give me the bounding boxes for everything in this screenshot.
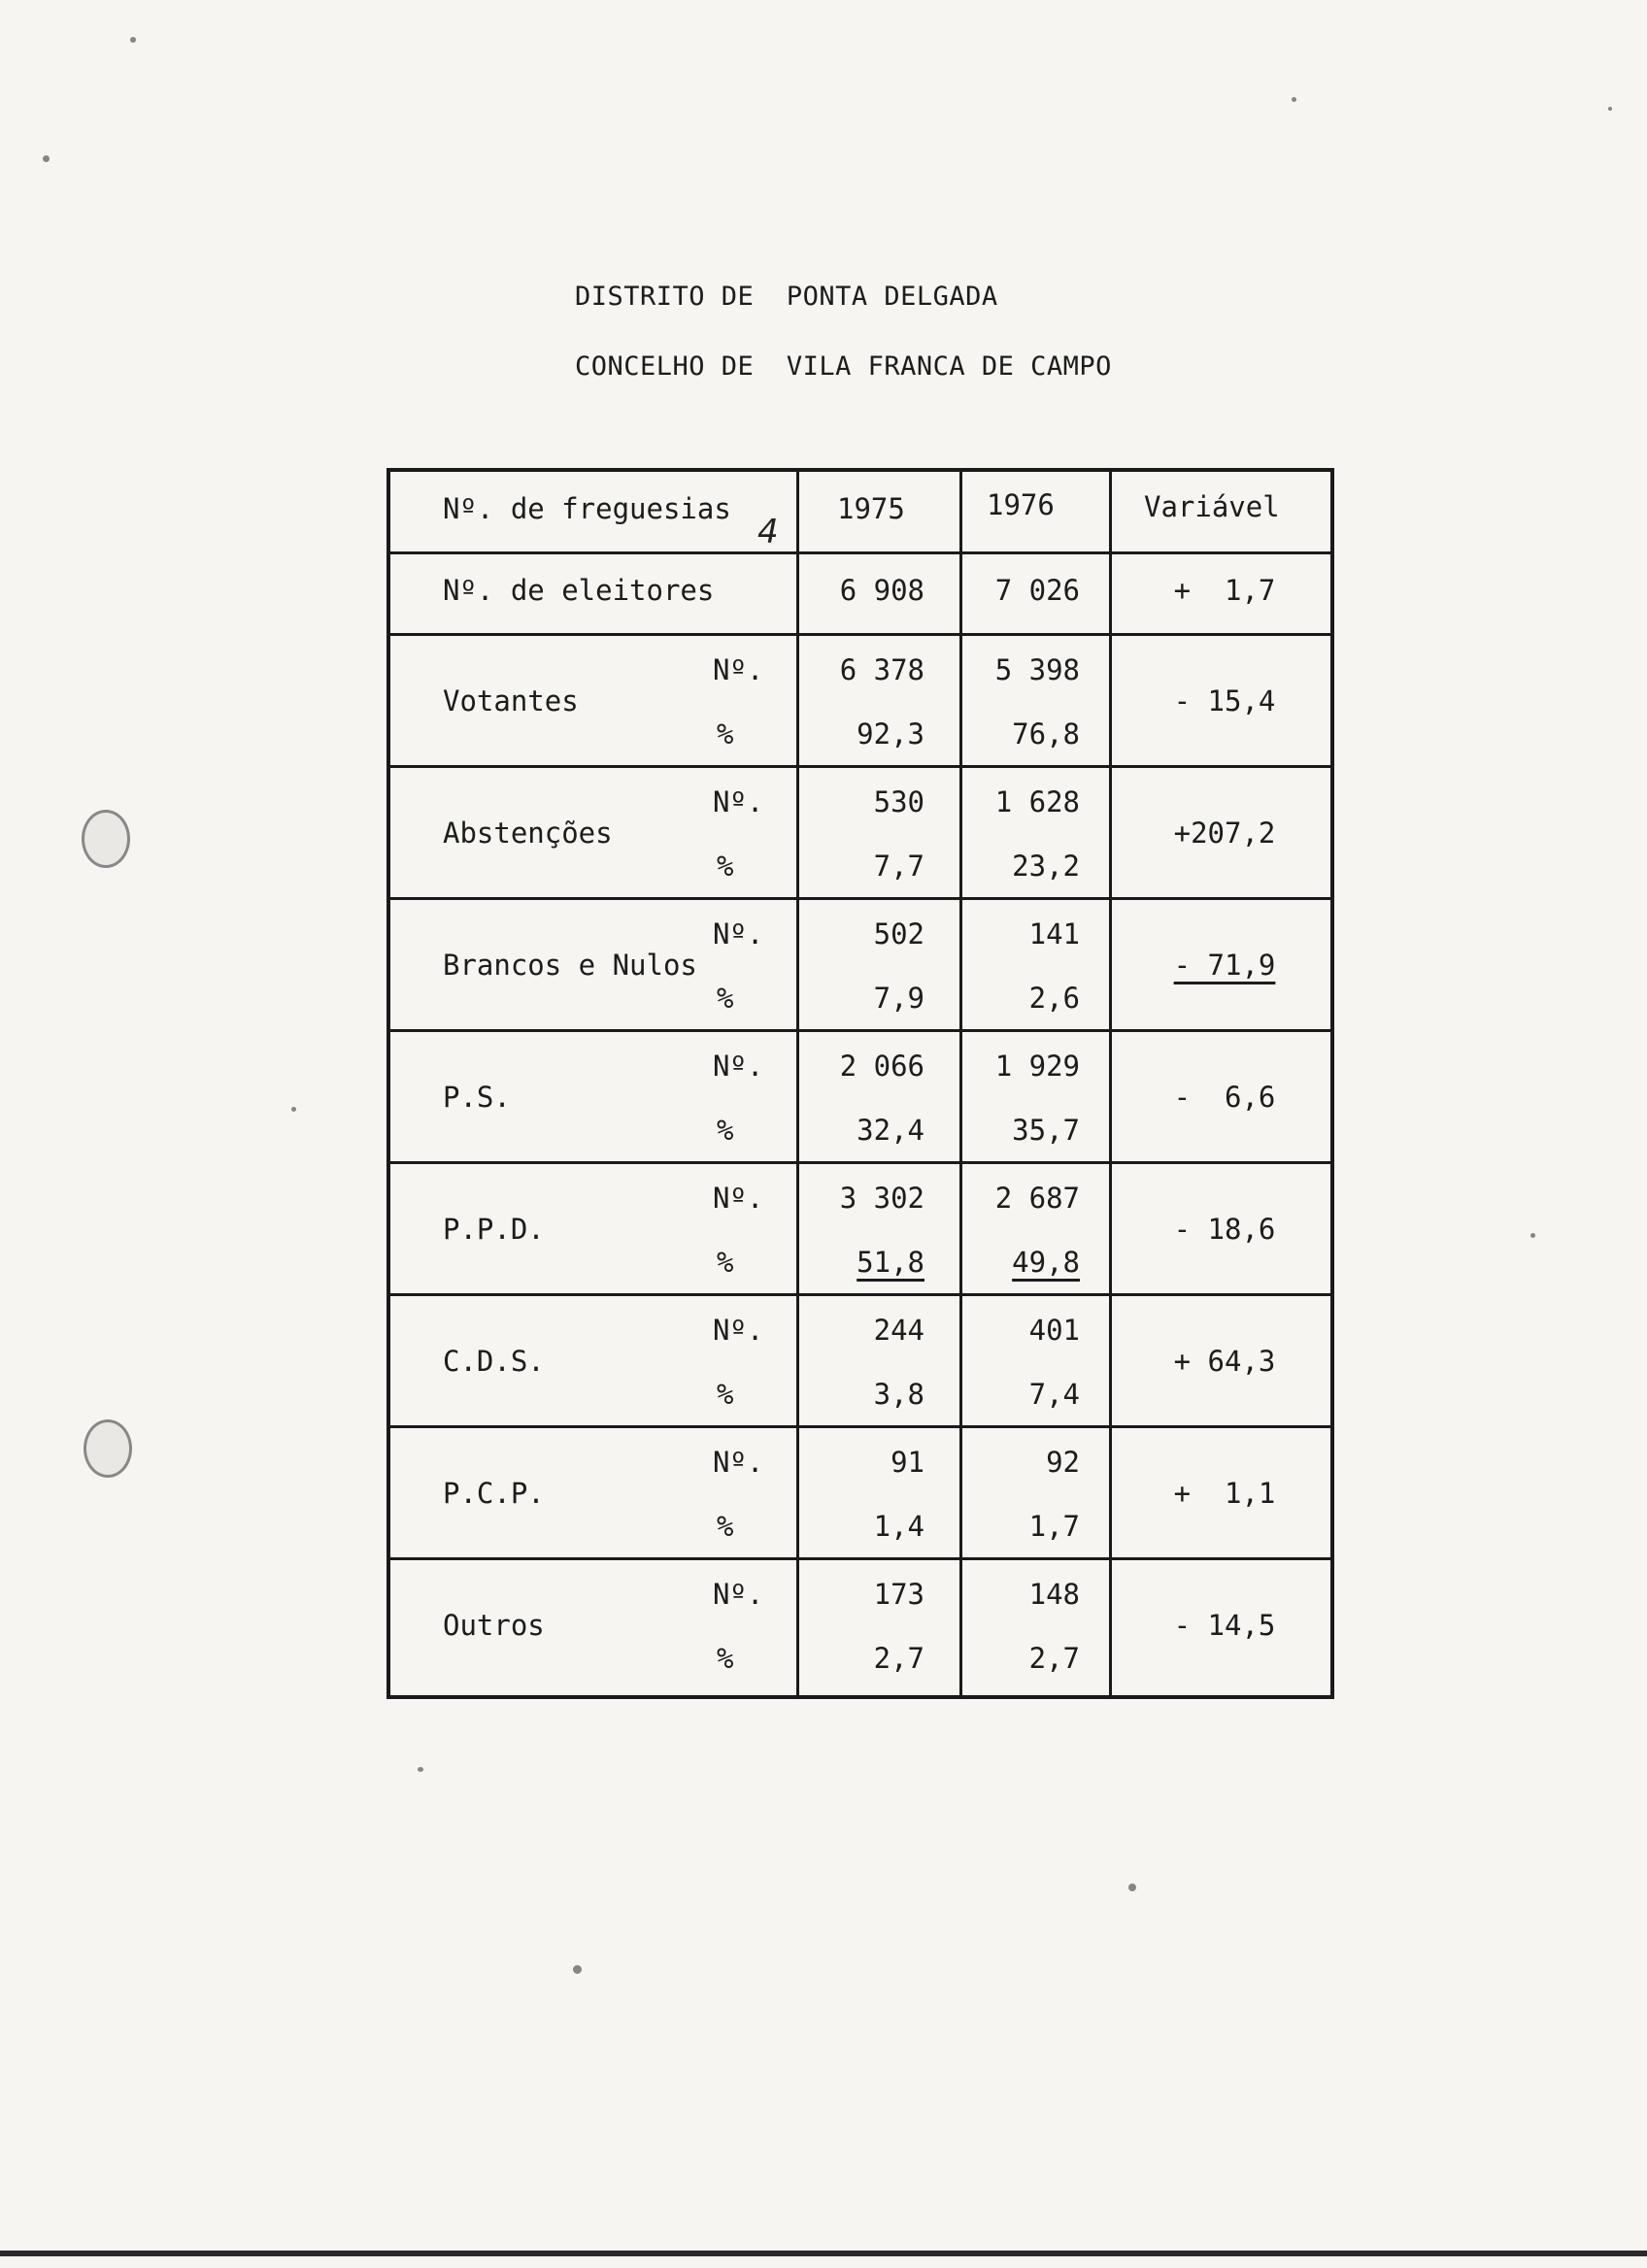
variation: - 15,4 bbox=[1173, 684, 1276, 717]
percent-1975: 7,9 bbox=[873, 982, 924, 1015]
count-1976: 92 bbox=[1046, 1446, 1080, 1479]
percent-1975-underlined: 51,8 bbox=[857, 1246, 924, 1279]
percent-1975: 92,3 bbox=[857, 717, 924, 750]
row-label: Votantes bbox=[443, 684, 579, 717]
count-label: Nº. bbox=[713, 1314, 764, 1347]
count-label: Nº. bbox=[713, 1446, 764, 1479]
count-1975: 91 bbox=[891, 1446, 924, 1479]
row-label: P.P.D. bbox=[443, 1213, 545, 1246]
count-1975: 6 378 bbox=[839, 653, 924, 686]
count-1976: 5 398 bbox=[994, 653, 1080, 686]
scan-speck bbox=[573, 1965, 582, 1974]
variation: + 1,1 bbox=[1173, 1477, 1276, 1510]
value-1975: 6 908 bbox=[839, 574, 924, 607]
variation: - 18,6 bbox=[1173, 1213, 1276, 1246]
variation-underlined: - 71,9 bbox=[1173, 949, 1276, 982]
row-label: Brancos e Nulos bbox=[443, 949, 697, 982]
row-divider bbox=[390, 1029, 1330, 1032]
row-label: C.D.S. bbox=[443, 1345, 545, 1378]
punch-hole bbox=[84, 1419, 132, 1478]
scan-speck bbox=[130, 37, 136, 43]
header-parishes-label: Nº. de freguesias bbox=[443, 492, 731, 525]
percent-label: % bbox=[717, 717, 734, 750]
percent-label: % bbox=[717, 1378, 734, 1411]
percent-label: % bbox=[717, 1510, 734, 1543]
count-1976: 401 bbox=[1028, 1314, 1080, 1347]
row-divider bbox=[390, 1293, 1330, 1296]
percent-1976: 1,7 bbox=[1028, 1510, 1080, 1543]
row-divider bbox=[390, 1161, 1330, 1164]
percent-label: % bbox=[717, 1642, 734, 1675]
district-title: DISTRITO DE PONTA DELGADA bbox=[575, 282, 998, 312]
election-results-table bbox=[387, 468, 1334, 1699]
count-1975: 173 bbox=[873, 1578, 924, 1611]
header-1976: 1976 bbox=[987, 488, 1055, 521]
percent-1975: 1,4 bbox=[873, 1510, 924, 1543]
count-label: Nº. bbox=[713, 1578, 764, 1611]
punch-hole bbox=[82, 810, 130, 868]
row-label: Nº. de eleitores bbox=[443, 574, 715, 607]
variation: - 6,6 bbox=[1173, 1081, 1276, 1114]
count-1975: 2 066 bbox=[839, 1050, 924, 1083]
row-divider bbox=[390, 633, 1330, 636]
value-1976: 7 026 bbox=[994, 574, 1080, 607]
count-label: Nº. bbox=[713, 1050, 764, 1083]
percent-label: % bbox=[717, 982, 734, 1015]
row-divider bbox=[390, 765, 1330, 768]
percent-label: % bbox=[717, 1114, 734, 1147]
row-divider bbox=[390, 551, 1330, 554]
percent-1976: 2,7 bbox=[1028, 1642, 1080, 1675]
column-divider bbox=[959, 472, 962, 1695]
handwritten-parish-count: 4 bbox=[757, 513, 779, 551]
percent-1975: 2,7 bbox=[873, 1642, 924, 1675]
scan-speck bbox=[418, 1767, 423, 1772]
count-label: Nº. bbox=[713, 1182, 764, 1215]
percent-label: % bbox=[717, 1246, 734, 1279]
percent-1975: 3,8 bbox=[873, 1378, 924, 1411]
count-1976: 1 628 bbox=[994, 785, 1080, 818]
count-1975: 244 bbox=[873, 1314, 924, 1347]
count-label: Nº. bbox=[713, 785, 764, 818]
count-1976: 2 687 bbox=[994, 1182, 1080, 1215]
scan-speck bbox=[291, 1107, 296, 1112]
scan-speck bbox=[1608, 107, 1612, 111]
row-label: Outros bbox=[443, 1609, 545, 1642]
count-1975: 530 bbox=[873, 785, 924, 818]
column-divider bbox=[796, 472, 799, 1695]
percent-1976: 35,7 bbox=[1012, 1114, 1080, 1147]
row-label: P.S. bbox=[443, 1081, 511, 1114]
percent-1976: 2,6 bbox=[1028, 982, 1080, 1015]
row-label: Abstenções bbox=[443, 817, 613, 850]
variation: + 64,3 bbox=[1173, 1345, 1276, 1378]
row-divider bbox=[390, 1425, 1330, 1428]
count-label: Nº. bbox=[713, 917, 764, 951]
variation: + 1,7 bbox=[1173, 574, 1276, 607]
municipality-title: CONCELHO DE VILA FRANCA DE CAMPO bbox=[575, 351, 1112, 382]
percent-1976: 7,4 bbox=[1028, 1378, 1080, 1411]
header-1975: 1975 bbox=[837, 492, 905, 525]
percent-label: % bbox=[717, 850, 734, 883]
column-divider bbox=[1109, 472, 1112, 1695]
count-1975: 3 302 bbox=[839, 1182, 924, 1215]
scan-speck bbox=[1292, 97, 1296, 102]
header-variavel: Variável bbox=[1144, 490, 1280, 523]
count-1976: 1 929 bbox=[994, 1050, 1080, 1083]
percent-1975: 32,4 bbox=[857, 1114, 924, 1147]
variation: +207,2 bbox=[1173, 817, 1276, 850]
scan-speck bbox=[1128, 1884, 1136, 1891]
percent-1975: 7,7 bbox=[873, 850, 924, 883]
scan-speck bbox=[1530, 1233, 1535, 1238]
count-label: Nº. bbox=[713, 653, 764, 686]
page-bottom-edge bbox=[0, 2251, 1647, 2256]
row-divider bbox=[390, 1557, 1330, 1560]
count-1976: 148 bbox=[1028, 1578, 1080, 1611]
variation: - 14,5 bbox=[1173, 1609, 1276, 1642]
row-divider bbox=[390, 897, 1330, 900]
count-1975: 502 bbox=[873, 917, 924, 951]
scan-speck bbox=[43, 155, 50, 162]
count-1976: 141 bbox=[1028, 917, 1080, 951]
row-label: P.C.P. bbox=[443, 1477, 545, 1510]
percent-1976-underlined: 49,8 bbox=[1012, 1246, 1080, 1279]
percent-1976: 76,8 bbox=[1012, 717, 1080, 750]
percent-1976: 23,2 bbox=[1012, 850, 1080, 883]
